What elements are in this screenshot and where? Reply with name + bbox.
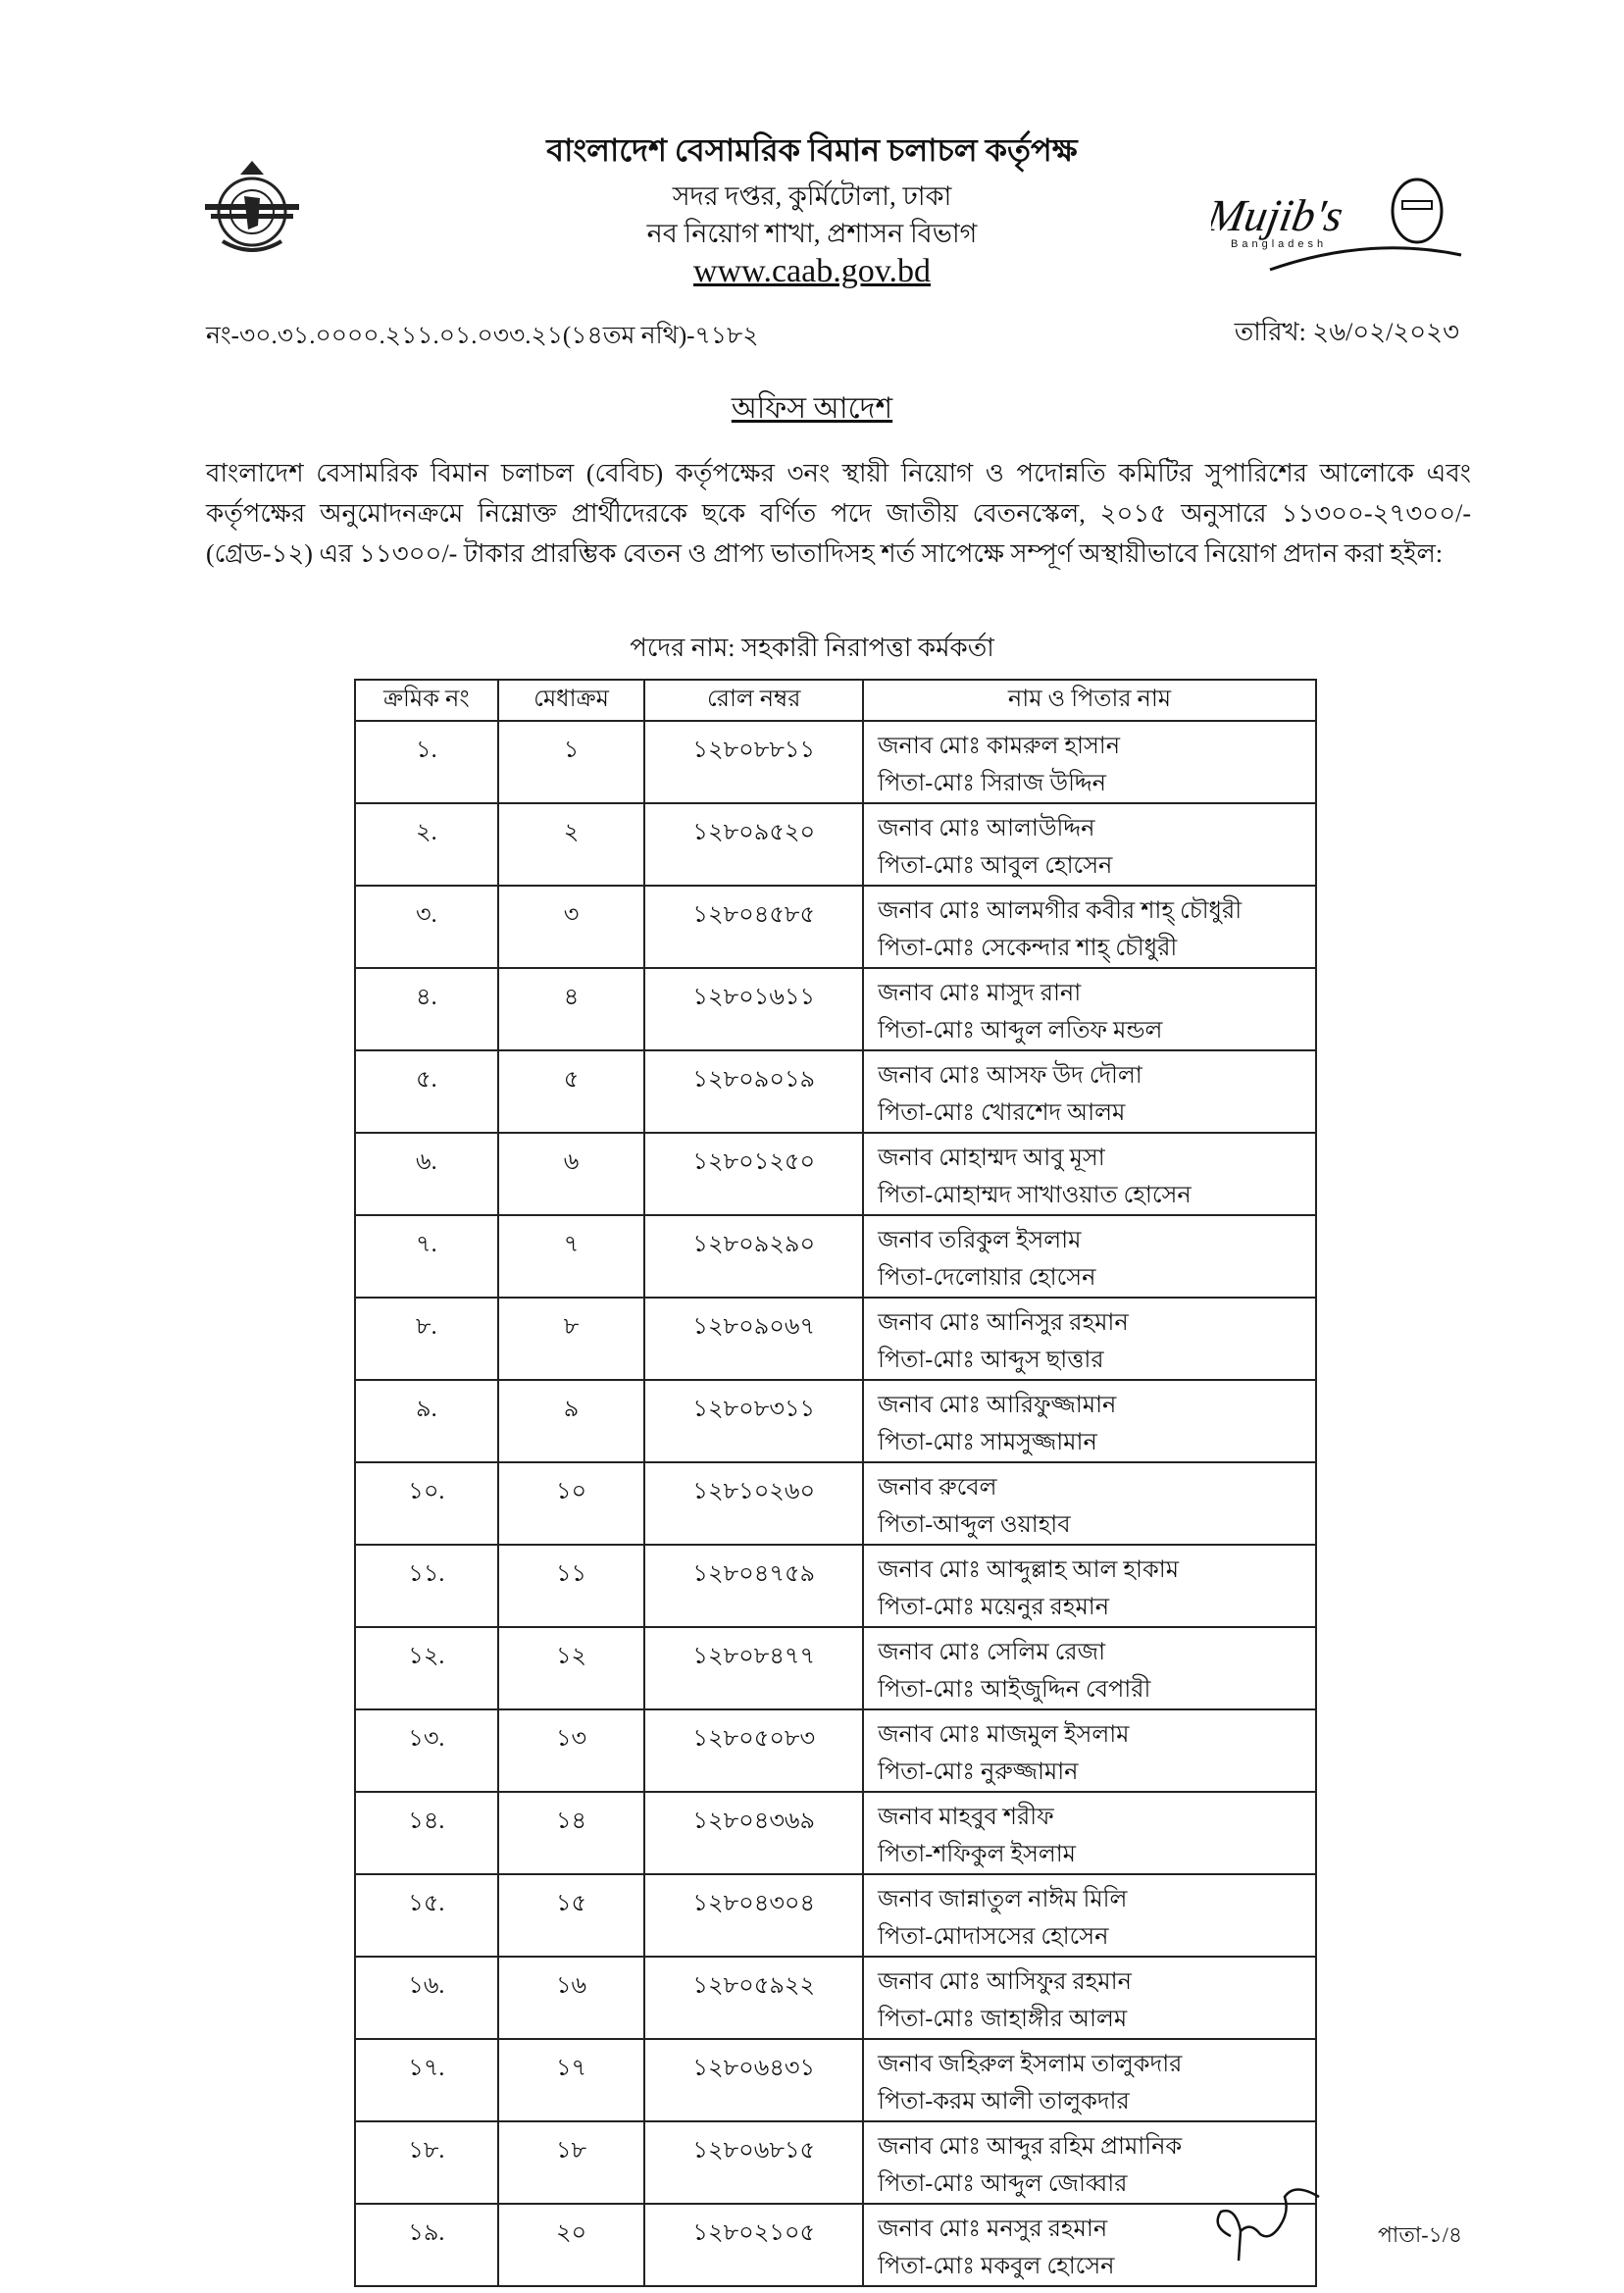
- header-merit: মেধাক্রম: [498, 680, 645, 721]
- header-name: নাম ও পিতার নাম: [863, 680, 1316, 721]
- candidate-name: জনাব মোঃ মাজমুল ইসলাম: [878, 1722, 1130, 1748]
- roll-cell: ১২৮০১২৫০: [644, 1133, 863, 1215]
- father-name: পিতা-শফিকুল ইসলাম: [878, 1842, 1076, 1867]
- candidate-name: জনাব তরিকুল ইসলাম: [878, 1228, 1082, 1253]
- roll-cell: ১২৮০৯৫২০: [644, 803, 863, 886]
- organization-name: বাংলাদেশ বেসামরিক বিমান চলাচল কর্তৃপক্ষ: [546, 132, 1078, 168]
- merit-cell: ৬: [498, 1133, 645, 1215]
- name-cell: [863, 1215, 1316, 1298]
- table-row: [355, 1709, 1316, 1792]
- serial-cell: ১৬.: [355, 1957, 498, 2039]
- merit-cell: ১৮: [498, 2121, 645, 2204]
- order-paragraph: বাংলাদেশ বেসামরিক বিমান চলাচল (বেবিচ) কর্তৃপক্ষের ৩নং স্থায়ী নিয়োগ ও পদোন্নতি কমিটির সুপারিশের আলোকে এবং কর্তৃপক্ষের অনুমোদনক্রমে নিম্নোক্ত প্রার্থীদেরকে ছকে বর্ণিত পদে জাতীয় বেতনস্কেল, ২০১৫ অনুসারে ১১৩০০-২৭৩০০/- (গ্রেড-১২) এর ১১৩০০/- টাকার প্রারম্ভিক বেতন ও প্রাপ্য ভাতাদিসহ শর্ত সাপেক্ষে সম্পূর্ণ অস্থায়ীভাবে নিয়োগ প্রদান করা হইল:: [206, 459, 1471, 568]
- roll-cell: ১২৮১০২৬০: [644, 1462, 863, 1545]
- roll-cell: ১২৮০৮৮১১: [644, 721, 863, 803]
- candidate-name: জনাব মাহবুব শরীফ: [878, 1805, 1054, 1830]
- table-row: [355, 886, 1316, 968]
- roll-cell: ১২৮০৫৯২২: [644, 1957, 863, 2039]
- name-cell: [863, 886, 1316, 968]
- merit-cell: ১: [498, 721, 645, 803]
- page-number: পাতা-১/৪: [1378, 2222, 1463, 2247]
- serial-cell: ১৩.: [355, 1709, 498, 1792]
- candidate-name: জনাব রুবেল: [878, 1475, 997, 1501]
- roll-cell: ১২৮০৪৭৫৯: [644, 1545, 863, 1627]
- serial-cell: ৪.: [355, 968, 498, 1050]
- merit-cell: ৫: [498, 1050, 645, 1133]
- header-serial: ক্রমিক নং: [355, 680, 498, 721]
- merit-cell: ৭: [498, 1215, 645, 1298]
- candidate-name: জনাব মোহাম্মদ আবু মূসা: [878, 1146, 1105, 1171]
- merit-cell: ৮: [498, 1298, 645, 1380]
- name-cell: [863, 1874, 1316, 1957]
- serial-cell: ২.: [355, 803, 498, 886]
- father-name: পিতা-মোঃ সামসুজ্জামান: [878, 1430, 1097, 1455]
- table-row: [355, 1298, 1316, 1380]
- table-row: [355, 1957, 1316, 2039]
- candidate-name: জনাব মোঃ মনসুর রহমান: [878, 2217, 1108, 2242]
- serial-cell: ৬.: [355, 1133, 498, 1215]
- candidate-name: জনাব মোঃ সেলিম রেজা: [878, 1640, 1106, 1665]
- roll-cell: ১২৮০৯২৯০: [644, 1215, 863, 1298]
- svg-text:Bangladesh: Bangladesh: [1231, 238, 1328, 250]
- roll-cell: ১২৮০৪৩০৪: [644, 1874, 863, 1957]
- appointees-table: [354, 679, 1317, 2287]
- name-cell: [863, 1050, 1316, 1133]
- serial-cell: ১০.: [355, 1462, 498, 1545]
- roll-cell: ১২৮০৫০৮৩: [644, 1709, 863, 1792]
- name-cell: [863, 1792, 1316, 1874]
- merit-cell: ২০: [498, 2204, 645, 2286]
- serial-cell: ৯.: [355, 1380, 498, 1462]
- name-cell: [863, 968, 1316, 1050]
- candidate-name: জনাব মোঃ মাসুদ রানা: [878, 981, 1082, 1006]
- name-cell: [863, 803, 1316, 886]
- father-name: পিতা-মোঃ আব্দুল লতিফ মন্ডল: [878, 1018, 1163, 1044]
- candidate-name: জনাব মোঃ আসফ উদ দৌলা: [878, 1063, 1142, 1089]
- father-name: পিতা-মোঃ আইজুদ্দিন বেপারী: [878, 1677, 1151, 1703]
- candidate-name: জনাব মোঃ আব্দুর রহিম প্রামানিক: [878, 2134, 1183, 2160]
- name-cell: [863, 1627, 1316, 1709]
- table-row: [355, 968, 1316, 1050]
- father-name: পিতা-মোঃ সেকেন্দার শাহ্ চৌধুরী: [878, 936, 1178, 961]
- father-name: পিতা-আব্দুল ওয়াহাব: [878, 1512, 1071, 1538]
- name-cell: [863, 1545, 1316, 1627]
- table-row: [355, 1380, 1316, 1462]
- merit-cell: ১২: [498, 1627, 645, 1709]
- serial-cell: ৮.: [355, 1298, 498, 1380]
- merit-cell: ৩: [498, 886, 645, 968]
- merit-cell: ১৪: [498, 1792, 645, 1874]
- father-name: পিতা-মোঃ আবুল হোসেন: [878, 853, 1113, 879]
- merit-cell: ১৭: [498, 2039, 645, 2121]
- serial-cell: ৭.: [355, 1215, 498, 1298]
- document-date: তারিখ: ২৬/০২/২০২৩: [1234, 318, 1459, 346]
- father-name: পিতা-মোঃ আব্দুস ছাত্তার: [878, 1348, 1104, 1373]
- father-name: পিতা-মোঃ ময়েনুর রহমান: [878, 1595, 1110, 1620]
- candidate-name: জনাব জহিরুল ইসলাম তালুকদার: [878, 2052, 1183, 2077]
- order-title: অফিস আদেশ: [731, 392, 893, 425]
- table-row: [355, 2039, 1316, 2121]
- roll-cell: ১২৮০৪৫৮৫: [644, 886, 863, 968]
- serial-cell: ১.: [355, 721, 498, 803]
- roll-cell: ১২৮০১৬১১: [644, 968, 863, 1050]
- name-cell: [863, 1957, 1316, 2039]
- table-row: [355, 1874, 1316, 1957]
- roll-cell: ১২৮০৬৪৩১: [644, 2039, 863, 2121]
- serial-cell: ১২.: [355, 1627, 498, 1709]
- table-row: [355, 1545, 1316, 1627]
- father-name: পিতা-দেলোয়ার হোসেন: [878, 1265, 1096, 1291]
- serial-cell: ৩.: [355, 886, 498, 968]
- serial-cell: ১৪.: [355, 1792, 498, 1874]
- table-row: [355, 1627, 1316, 1709]
- signature: [1192, 2177, 1339, 2266]
- svg-text:Mujib's: Mujib's: [1211, 191, 1347, 241]
- serial-cell: ১১.: [355, 1545, 498, 1627]
- father-name: পিতা-মোঃ সিরাজ উদ্দিন: [878, 771, 1107, 796]
- candidate-name: জনাব মোঃ আসিফুর রহমান: [878, 1969, 1132, 1995]
- father-name: পিতা-মোঃ নুরুজ্জামান: [878, 1759, 1079, 1785]
- father-name: পিতা-মোঃ মকবুল হোসেন: [878, 2254, 1115, 2279]
- father-name: পিতা-মোঃ আব্দুল জোব্বার: [878, 2171, 1128, 2197]
- table-row: [355, 721, 1316, 803]
- merit-cell: ১৫: [498, 1874, 645, 1957]
- table-row: [355, 1215, 1316, 1298]
- serial-cell: ১৮.: [355, 2121, 498, 2204]
- father-name: পিতা-মোঃ জাহাঙ্গীর আলম: [878, 2007, 1128, 2032]
- roll-cell: ১২৮০৯০১৯: [644, 1050, 863, 1133]
- candidate-name: জনাব মোঃ কামরুল হাসান: [878, 734, 1121, 759]
- header-roll: রোল নম্বর: [644, 680, 863, 721]
- merit-cell: ২: [498, 803, 645, 886]
- father-name: পিতা-মোহাম্মদ সাখাওয়াত হোসেন: [878, 1183, 1192, 1208]
- name-cell: [863, 1380, 1316, 1462]
- table-row: [355, 803, 1316, 886]
- roll-cell: ১২৮০৬৮১৫: [644, 2121, 863, 2204]
- website-link[interactable]: www.caab.gov.bd: [692, 253, 932, 289]
- post-title: পদের নাম: সহকারী নিরাপত্তা কর্মকর্তা: [630, 634, 994, 662]
- father-name: পিতা-মোঃ খোরশেদ আলম: [878, 1100, 1126, 1126]
- name-cell: [863, 1462, 1316, 1545]
- father-name: পিতা-মোদাসসের হোসেন: [878, 1924, 1109, 1950]
- merit-cell: ১১: [498, 1545, 645, 1627]
- table-row: [355, 1133, 1316, 1215]
- serial-cell: ১৯.: [355, 2204, 498, 2286]
- table-header-row: [355, 680, 1316, 721]
- roll-cell: ১২৮০৯০৬৭: [644, 1298, 863, 1380]
- roll-cell: ১২৮০৪৩৬৯: [644, 1792, 863, 1874]
- father-name: পিতা-করম আলী তালুকদার: [878, 2089, 1130, 2115]
- table-row: [355, 1050, 1316, 1133]
- candidate-name: জনাব মোঃ আরিফুজ্জামান: [878, 1393, 1117, 1418]
- table-row: [355, 1462, 1316, 1545]
- candidate-name: জনাব মোঃ আব্দুল্লাহ আল হাকাম: [878, 1557, 1180, 1583]
- name-cell: [863, 721, 1316, 803]
- roll-cell: ১২৮০৮৩১১: [644, 1380, 863, 1462]
- reference-number: নং-৩০.৩১.০০০০.২১১.০১.০৩৩.২১(১৪তম নথি)-৭১৮২: [206, 323, 759, 349]
- roll-cell: ১২৮০৮৪৭৭: [644, 1627, 863, 1709]
- serial-cell: ১৭.: [355, 2039, 498, 2121]
- table-row: [355, 1792, 1316, 1874]
- merit-cell: ১৩: [498, 1709, 645, 1792]
- merit-cell: ৪: [498, 968, 645, 1050]
- name-cell: [863, 1133, 1316, 1215]
- roll-cell: ১২৮০২১০৫: [644, 2204, 863, 2286]
- candidate-name: জনাব জান্নাতুল নাঈম মিলি: [878, 1887, 1128, 1912]
- table-row: [355, 2204, 1316, 2286]
- candidate-name: জনাব মোঃ আলমগীর কবীর শাহ্ চৌধুরী: [878, 898, 1243, 924]
- candidate-name: জনাব মোঃ আলাউদ্দিন: [878, 816, 1095, 841]
- address-line: সদর দপ্তর, কুর্মিটোলা, ঢাকা: [672, 181, 952, 211]
- name-cell: [863, 1709, 1316, 1792]
- candidate-name: জনাব মোঃ আনিসুর রহমান: [878, 1310, 1129, 1336]
- department-line: নব নিয়োগ শাখা, প্রশাসন বিভাগ: [646, 219, 978, 248]
- serial-cell: ৫.: [355, 1050, 498, 1133]
- name-cell: [863, 1298, 1316, 1380]
- name-cell: [863, 2039, 1316, 2121]
- merit-cell: ১৬: [498, 1957, 645, 2039]
- serial-cell: ১৫.: [355, 1874, 498, 1957]
- merit-cell: ১০: [498, 1462, 645, 1545]
- merit-cell: ৯: [498, 1380, 645, 1462]
- table-row: [355, 2121, 1316, 2204]
